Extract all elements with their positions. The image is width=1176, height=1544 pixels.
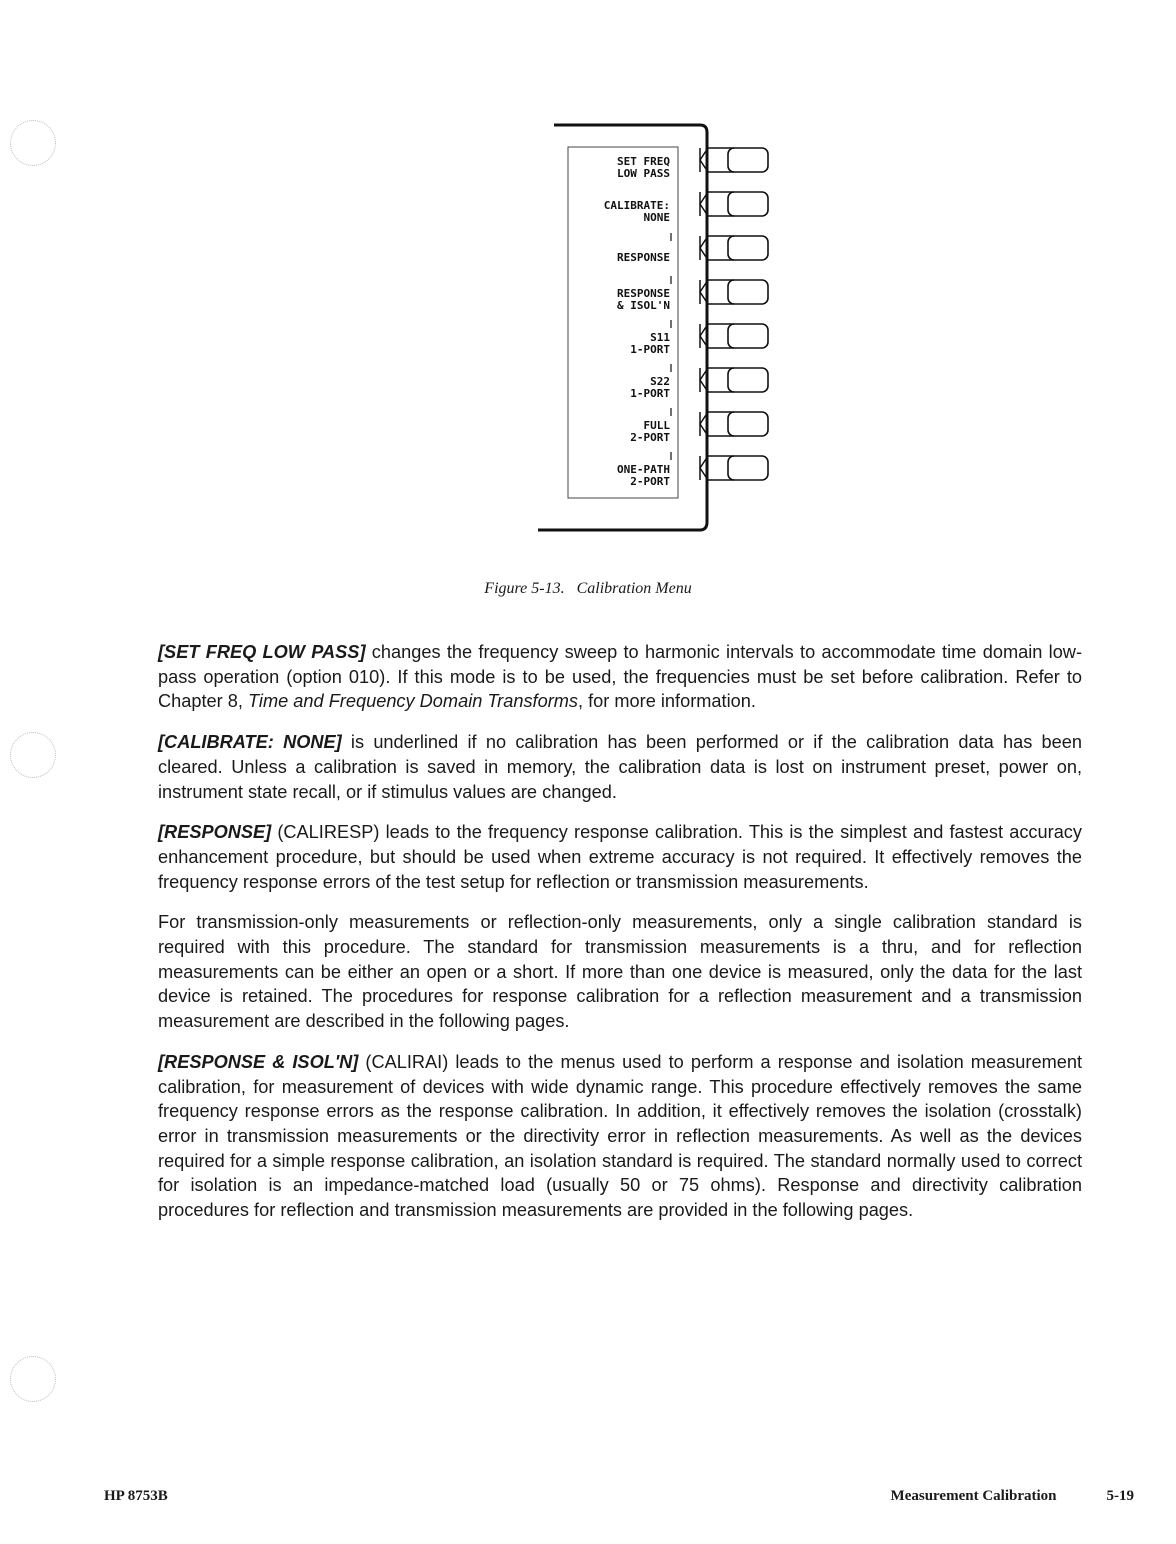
paragraph-text: (CALIRESP) leads to the frequency response calibration. This is the simplest and fastest accuracy enhancement procedure, but should be used when extreme accuracy is not required. It effectively removes the frequency response errors of the test setup for reflection or transmission measurements. — [158, 822, 1082, 892]
paragraph-text: , for more information. — [578, 691, 756, 712]
softkey-reference: [CALIBRATE: NONE] — [158, 732, 342, 753]
body-text — [158, 640, 1082, 1239]
paragraph-text: is underlined if no calibration has been performed or if the calibration data has been cleared. Unless a calibration is saved in memory, the calibration data is lost on instrument preset, power on, instrument state recall, or if stimulus values are changed. — [158, 732, 1082, 802]
softkey-label-s11-1-port: S11 1-PORT — [630, 331, 670, 356]
softkey-button[interactable] — [700, 368, 768, 392]
figure-number: Figure 5-13. — [484, 580, 565, 597]
paragraph-text: changes the frequency sweep to harmonic intervals to accommodate time domain low-pass operation (option 010). If this mode is to be used, the frequencies must be set before calibration. Refer to Chapter 8, — [158, 642, 1083, 712]
softkey-label-one-path-2-port: ONE-PATH 2-PORT — [617, 463, 670, 488]
softkey-label-full-2-port: FULL 2-PORT — [630, 419, 670, 444]
footer-section: Measurement Calibration — [890, 1488, 1057, 1504]
softkey-reference: [RESPONSE & ISOL'N] — [158, 1051, 359, 1072]
footer-model: HP 8753B — [104, 1488, 168, 1504]
binder-hole-bottom — [10, 1356, 56, 1402]
softkey-reference: [RESPONSE] — [158, 822, 272, 843]
softkey-buttons — [700, 148, 768, 480]
paragraph-set-freq-low-pass — [158, 640, 1082, 714]
softkey-label-s22-1-port: S22 1-PORT — [630, 375, 670, 400]
chapter-reference: Time and Frequency Domain Transforms — [247, 691, 579, 712]
binder-hole-top — [10, 120, 56, 166]
softkey-reference: [SET FREQ LOW PASS] — [158, 642, 366, 662]
paragraph-text: (CALIRAI) leads to the menus used to perform a response and isolation measurement calibration, for measurement of devices with wide dynamic range. This procedure effectively removes the same frequency response errors as the response calibration. In addition, it effectively removes the isolation (crosstalk) error in transmission measurements or the directivity error in reflection measurements. As well as the devices required for a simple response calibration, an isolation standard is required. The standard normally used to correct for isolation is an impedance-matched load (usually 50 or 75 ohms). Response and directivity calibration procedures for reflection and transmission measurements are provided in the following pages. — [158, 1051, 1082, 1221]
softkey-button[interactable] — [700, 456, 768, 480]
softkey-label-set-freq-low-pass: SET FREQ LOW PASS — [617, 155, 670, 180]
softkey-label-response-isoln: RESPONSE & ISOL'N — [617, 287, 670, 312]
footer-right — [891, 1488, 1134, 1505]
softkey-button[interactable] — [700, 412, 768, 436]
calibration-menu-figure — [530, 120, 790, 540]
figure-caption — [0, 580, 1176, 598]
softkey-button[interactable] — [700, 236, 768, 260]
paragraph-response — [158, 820, 1082, 894]
paragraph-response-isoln — [158, 1050, 1082, 1223]
softkey-button[interactable] — [700, 280, 768, 304]
softkey-label-response: RESPONSE — [617, 251, 670, 264]
paragraph-text: For transmission-only measurements or reflection-only measurements, only a single calibration standard is required with this procedure. The standard for transmission measurements is a thru, and for reflection measurements can be either an open or a short. If more than one device is measured, only the data for the last device is retained. The procedures for response calibration for a reflection measurement and a transmission measurement are described in the following pages. — [158, 912, 1082, 1032]
softkey-button[interactable] — [700, 192, 768, 216]
figure-title: Calibration Menu — [576, 580, 692, 597]
binder-hole-middle — [10, 732, 56, 778]
paragraph-calibrate-none — [158, 730, 1082, 804]
page-number: 5-19 — [1106, 1488, 1134, 1504]
paragraph-transmission-reflection — [158, 910, 1082, 1034]
softkey-button[interactable] — [700, 148, 768, 172]
softkey-label-calibrate-none: CALIBRATE: NONE — [603, 199, 670, 224]
softkey-button[interactable] — [700, 324, 768, 348]
